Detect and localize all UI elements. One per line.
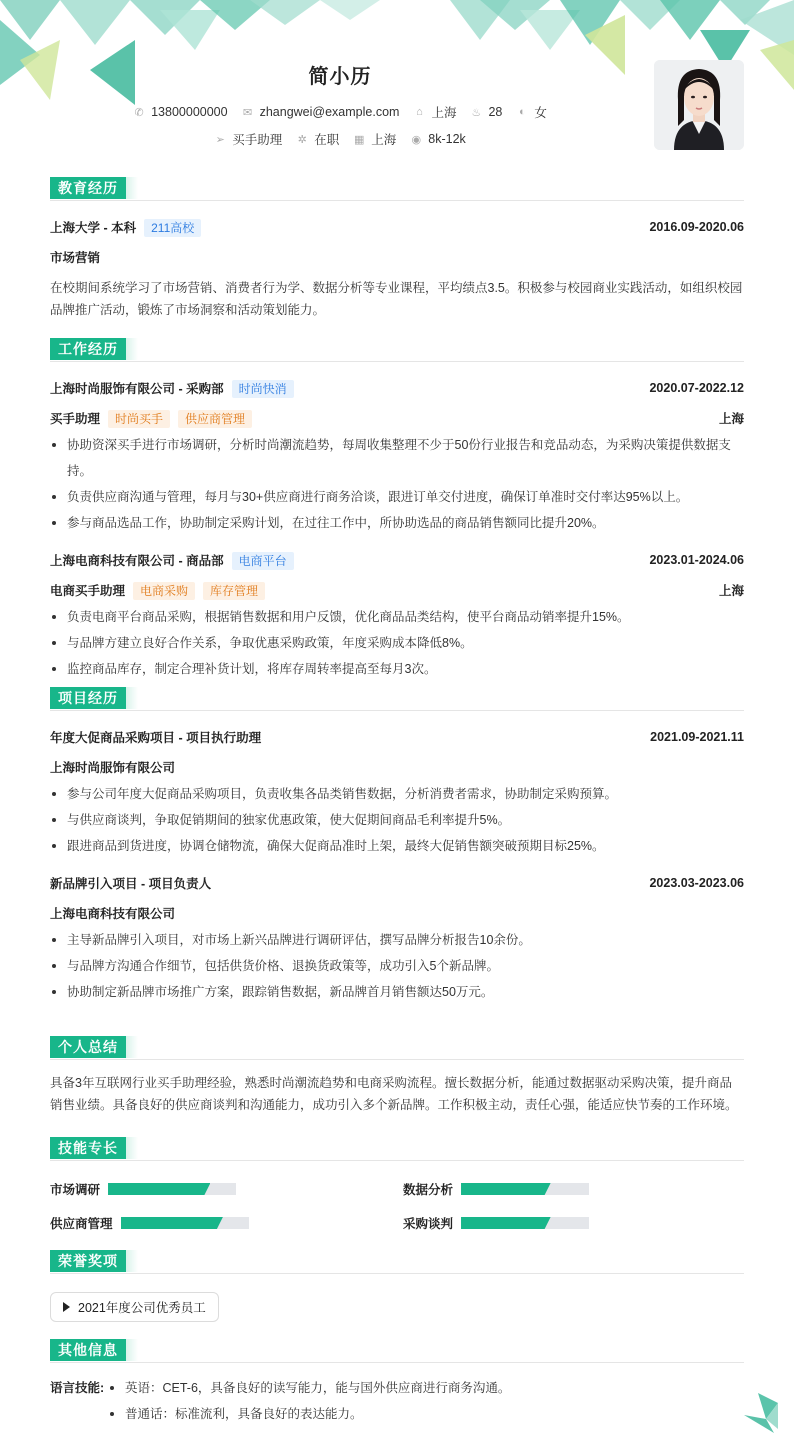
- section-title: 技能专长: [50, 1137, 126, 1159]
- list-item: 跟进商品到货进度，协调仓储物流，确保大促商品准时上架，最终大促销售额突破预期目标25%。: [50, 833, 744, 859]
- phone-text: 13800000000: [151, 105, 228, 119]
- education-description: 在校期间系统学习了市场营销、消费者行为学、数据分析等专业课程，平均绩点3.5。积极参与校园商业实践活动，如组织校园品牌推广活动，锻炼了市场洞察和活动策划能力。: [50, 281, 743, 317]
- job-intent-row: [0, 130, 680, 148]
- work-role-row: [50, 408, 744, 428]
- work-role-row: [50, 580, 744, 600]
- role-line: [50, 581, 265, 600]
- building-icon: ▦: [354, 133, 365, 146]
- language-label: 语言技能:: [50, 1381, 105, 1395]
- job-title-item: [214, 130, 282, 148]
- honors-header: [50, 1250, 744, 1274]
- work-bullets: [50, 432, 744, 536]
- project-title-row: [50, 873, 744, 893]
- money-icon: ◉: [411, 133, 422, 146]
- skill-item: [50, 1180, 236, 1198]
- summary-header: [50, 1036, 744, 1060]
- city-text: 上海: [431, 106, 457, 120]
- skills-section: [50, 1137, 744, 1237]
- list-item: 负责供应商沟通与管理，每月与30+供应商进行商务洽谈，跟进订单交付进度，确保订单准时交付率达95%以上。: [50, 484, 744, 510]
- role-line: [50, 409, 252, 428]
- project-company: 上海时尚服饰有限公司: [50, 761, 176, 775]
- cake-icon: ♨: [471, 106, 482, 119]
- education-row: [50, 217, 744, 237]
- work-bullets: [50, 604, 744, 682]
- list-item: 与品牌方沟通合作细节，包括供货价格、退换货政策等，成功引入5个新品牌。: [50, 953, 744, 979]
- list-item: 协助资深买手进行市场调研，分析时尚潮流趋势，每周收集整理不少于50份行业报告和竞品动态，为采购决策提供数据支持。: [50, 432, 744, 484]
- award-badge[interactable]: [50, 1292, 219, 1322]
- skill-bar-fill: [108, 1183, 210, 1195]
- project-title-row: [50, 727, 744, 747]
- skill-bar-fill: [461, 1217, 551, 1229]
- skill-bar: [108, 1183, 236, 1195]
- home-icon: ⌂: [416, 106, 423, 118]
- mail-icon: ✉: [242, 106, 253, 119]
- project-period: 2023.03-2023.06: [649, 876, 744, 890]
- salary-item: [410, 130, 466, 148]
- send-icon: ➢: [215, 133, 225, 146]
- industry-tag: 电商平台: [232, 552, 294, 570]
- other-section: [50, 1339, 744, 1427]
- skill-item: [403, 1180, 589, 1198]
- gender-icon: ◐: [519, 106, 526, 118]
- list-item: 与品牌方建立良好合作关系，争取优惠采购政策，年度采购成本降低8%。: [50, 630, 744, 656]
- list-item: 参与公司年度大促商品采购项目，负责收集各品类销售数据，分析消费者需求，协助制定采购预算。: [50, 781, 744, 807]
- company-name: 上海时尚服饰有限公司 - 采购部: [50, 381, 224, 396]
- status-item: [296, 130, 339, 148]
- work-location: 上海: [718, 412, 744, 426]
- skill-bar: [121, 1217, 249, 1229]
- phone-icon: ✆: [134, 106, 144, 119]
- expected-city-text: 上海: [371, 133, 397, 147]
- skill-name: 市场调研: [50, 1183, 101, 1197]
- school-tag: 211高校: [144, 219, 201, 237]
- section-title: 项目经历: [50, 687, 126, 709]
- project-company: 上海电商科技有限公司: [50, 907, 176, 921]
- language-list: [108, 1375, 510, 1427]
- list-item: 英语：CET-6，具备良好的读写能力，能与国外供应商进行商务沟通。: [108, 1375, 510, 1401]
- company-line: [50, 379, 294, 398]
- work-company-row: [50, 550, 744, 570]
- gender-item: [516, 103, 547, 121]
- city-item: [413, 103, 456, 121]
- phone-item: [133, 103, 227, 121]
- summary-section: [50, 1036, 744, 1116]
- section-title: 其他信息: [50, 1339, 126, 1361]
- work-item: [50, 550, 744, 682]
- education-period: 2016.09-2020.06: [649, 220, 744, 234]
- projects-header: [50, 687, 744, 711]
- summary-text: 具备3年互联网行业买手助理经验，熟悉时尚潮流趋势和电商采购流程。擅长数据分析，能通过数据驱动采购决策，提升商品销售业绩。具备良好的供应商谈判和沟通能力，成功引入多个新品牌。工作积极主动，责任心强，能适应快节奏的工作环境。: [50, 1076, 738, 1112]
- work-item: [50, 378, 744, 536]
- age-text: 28: [488, 105, 503, 119]
- language-block: [50, 1375, 744, 1427]
- work-header: [50, 338, 744, 362]
- section-title: 荣誉奖项: [50, 1250, 126, 1272]
- corner-decoration: [744, 1393, 778, 1433]
- candidate-name: 简小历: [308, 66, 372, 88]
- avatar-illustration: [654, 60, 744, 150]
- industry-tag: 时尚快消: [232, 380, 294, 398]
- skill-name: 数据分析: [403, 1183, 454, 1197]
- school-name: 上海大学 - 本科: [50, 220, 137, 235]
- skill-item: [50, 1214, 249, 1232]
- honors-section: [50, 1250, 744, 1322]
- education-header: [50, 177, 744, 201]
- skill-bar-fill: [121, 1217, 223, 1229]
- project-item: [50, 873, 744, 1005]
- skills-header: [50, 1137, 744, 1161]
- skill-bar: [461, 1183, 589, 1195]
- list-item: 参与商品选品工作，协助制定采购计划，在过往工作中，所协助选品的商品销售额同比提升20%。: [50, 510, 744, 536]
- other-header: [50, 1339, 744, 1363]
- gender-text: 女: [534, 106, 547, 120]
- projects-section: [50, 687, 744, 1005]
- list-item: 主导新品牌引入项目，对市场上新兴品牌进行调研评估，撰写品牌分析报告10余份。: [50, 927, 744, 953]
- skill-tag: 供应商管理: [178, 410, 252, 428]
- role-name: 电商买手助理: [50, 583, 126, 598]
- list-item: 普通话：标准流利，具备良好的表达能力。: [108, 1401, 510, 1427]
- list-item: 监控商品库存，制定合理补货计划，将库存周转率提高至每月3次。: [50, 656, 744, 682]
- company-line: [50, 551, 294, 570]
- salary-text: 8k-12k: [428, 132, 466, 146]
- age-item: [470, 103, 502, 121]
- education-section: [50, 177, 744, 321]
- list-item: 协助制定新品牌市场推广方案，跟踪销售数据，新品牌首月销售额达50万元。: [50, 979, 744, 1005]
- project-title: 新品牌引入项目 - 项目负责人: [50, 877, 212, 891]
- project-period: 2021.09-2021.11: [650, 730, 744, 744]
- list-item: 与供应商谈判，争取促销期间的独家优惠政策，使大促期间商品毛利率提升5%。: [50, 807, 744, 833]
- company-name: 上海电商科技有限公司 - 商品部: [50, 553, 224, 568]
- project-bullets: [50, 927, 744, 1005]
- skill-tag: 库存管理: [203, 582, 265, 600]
- gear-icon: ✲: [297, 133, 307, 146]
- section-title: 教育经历: [50, 177, 126, 199]
- role-name: 买手助理: [50, 411, 101, 426]
- work-company-row: [50, 378, 744, 398]
- school-line: [50, 218, 201, 237]
- play-icon: [63, 1302, 70, 1312]
- project-bullets: [50, 781, 744, 859]
- skill-tag: 电商采购: [133, 582, 195, 600]
- profile-photo: [654, 60, 744, 150]
- work-location: 上海: [718, 584, 744, 598]
- list-item: 负责电商平台商品采购，根据销售数据和用户反馈，优化商品品类结构，使平台商品动销率提升15%。: [50, 604, 744, 630]
- skill-tag: 时尚买手: [108, 410, 170, 428]
- section-title: 个人总结: [50, 1036, 126, 1058]
- email-text: zhangwei@example.com: [259, 105, 400, 119]
- status-text: 在职: [314, 133, 340, 147]
- award-name: 2021年度公司优秀员工: [78, 1301, 206, 1315]
- skill-name: 采购谈判: [403, 1217, 454, 1231]
- skill-item: [403, 1214, 589, 1232]
- email-item: [242, 103, 400, 121]
- skill-bar: [461, 1217, 589, 1229]
- skill-name: 供应商管理: [50, 1217, 113, 1231]
- section-title: 工作经历: [50, 338, 126, 360]
- contact-row: [0, 103, 680, 121]
- job-title-text: 买手助理: [232, 133, 283, 147]
- work-period: 2020.07-2022.12: [649, 381, 744, 395]
- work-period: 2023.01-2024.06: [649, 553, 744, 567]
- expected-city-item: [353, 130, 396, 148]
- major: 市场营销: [50, 251, 101, 265]
- skill-bar-fill: [461, 1183, 551, 1195]
- project-title: 年度大促商品采购项目 - 项目执行助理: [50, 731, 262, 745]
- project-item: [50, 727, 744, 859]
- work-section: [50, 338, 744, 682]
